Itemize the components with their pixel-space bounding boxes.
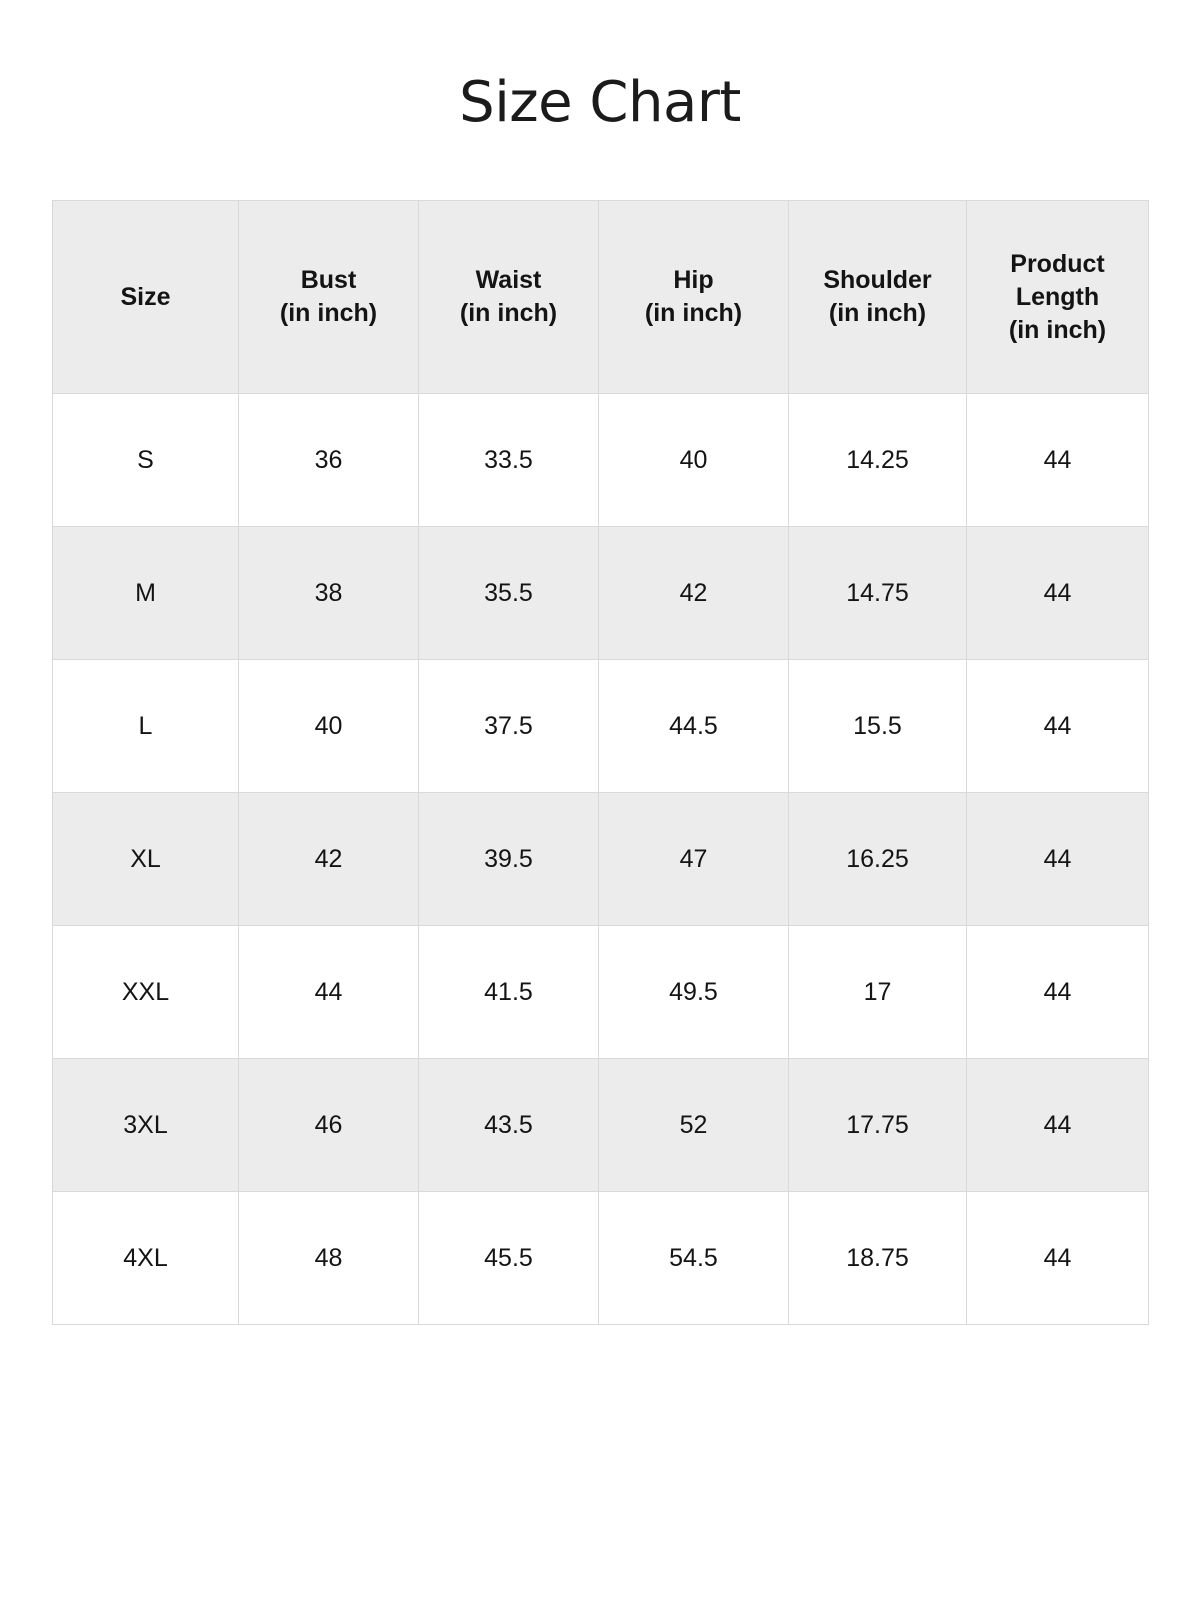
table-row <box>53 926 1149 1059</box>
cell-product-length: 44 <box>967 1059 1149 1192</box>
cell-shoulder: 15.5 <box>789 660 967 793</box>
column-header-bust-unit: (in inch) <box>279 299 378 327</box>
cell-product-length: 44 <box>967 1192 1149 1325</box>
cell-bust: 36 <box>239 394 419 527</box>
cell-product-length: 44 <box>967 793 1149 926</box>
column-header-waist-label: Waist <box>475 266 542 294</box>
cell-size: M <box>53 527 239 660</box>
cell-bust: 46 <box>239 1059 419 1192</box>
column-header-product-length-label: Product Length <box>1010 249 1105 311</box>
size-chart-table <box>52 200 1149 1325</box>
column-header-bust <box>239 201 419 394</box>
cell-hip: 44.5 <box>599 660 789 793</box>
table-row <box>53 527 1149 660</box>
column-header-shoulder-unit: (in inch) <box>828 299 927 327</box>
cell-product-length: 44 <box>967 394 1149 527</box>
cell-shoulder: 14.25 <box>789 394 967 527</box>
cell-shoulder: 17 <box>789 926 967 1059</box>
cell-shoulder: 18.75 <box>789 1192 967 1325</box>
cell-waist: 35.5 <box>419 527 599 660</box>
cell-waist: 45.5 <box>419 1192 599 1325</box>
column-header-product-length-unit: (in inch) <box>1008 315 1107 344</box>
column-header-waist <box>419 201 599 394</box>
cell-shoulder: 14.75 <box>789 527 967 660</box>
column-header-shoulder <box>789 201 967 394</box>
table-row <box>53 1192 1149 1325</box>
column-header-shoulder-label: Shoulder <box>823 266 932 294</box>
cell-bust: 42 <box>239 793 419 926</box>
cell-hip: 42 <box>599 527 789 660</box>
column-header-product-length <box>967 201 1149 394</box>
cell-hip: 40 <box>599 394 789 527</box>
cell-size: S <box>53 394 239 527</box>
column-header-waist-unit: (in inch) <box>459 299 558 327</box>
cell-bust: 38 <box>239 527 419 660</box>
cell-bust: 40 <box>239 660 419 793</box>
table-header-row <box>53 201 1149 394</box>
cell-waist: 37.5 <box>419 660 599 793</box>
cell-hip: 47 <box>599 793 789 926</box>
column-header-hip-unit: (in inch) <box>644 299 743 327</box>
cell-hip: 54.5 <box>599 1192 789 1325</box>
cell-size: XL <box>53 793 239 926</box>
cell-size: 4XL <box>53 1192 239 1325</box>
table-row <box>53 394 1149 527</box>
cell-shoulder: 17.75 <box>789 1059 967 1192</box>
cell-product-length: 44 <box>967 660 1149 793</box>
cell-product-length: 44 <box>967 926 1149 1059</box>
column-header-size <box>53 201 239 394</box>
cell-bust: 44 <box>239 926 419 1059</box>
cell-size: XXL <box>53 926 239 1059</box>
column-header-bust-label: Bust <box>300 266 357 294</box>
table-header <box>53 201 1149 394</box>
cell-waist: 39.5 <box>419 793 599 926</box>
cell-bust: 48 <box>239 1192 419 1325</box>
column-header-hip-label: Hip <box>673 266 714 294</box>
page-title: Size Chart <box>459 70 741 135</box>
table-body <box>53 394 1149 1325</box>
column-header-hip <box>599 201 789 394</box>
cell-waist: 43.5 <box>419 1059 599 1192</box>
column-header-size-label: Size <box>120 282 171 311</box>
cell-waist: 33.5 <box>419 394 599 527</box>
size-chart-table-wrapper <box>52 200 1148 1325</box>
cell-size: L <box>53 660 239 793</box>
cell-product-length: 44 <box>967 527 1149 660</box>
table-row <box>53 793 1149 926</box>
cell-hip: 49.5 <box>599 926 789 1059</box>
table-row <box>53 1059 1149 1192</box>
cell-shoulder: 16.25 <box>789 793 967 926</box>
table-row <box>53 660 1149 793</box>
cell-size: 3XL <box>53 1059 239 1192</box>
cell-waist: 41.5 <box>419 926 599 1059</box>
cell-hip: 52 <box>599 1059 789 1192</box>
